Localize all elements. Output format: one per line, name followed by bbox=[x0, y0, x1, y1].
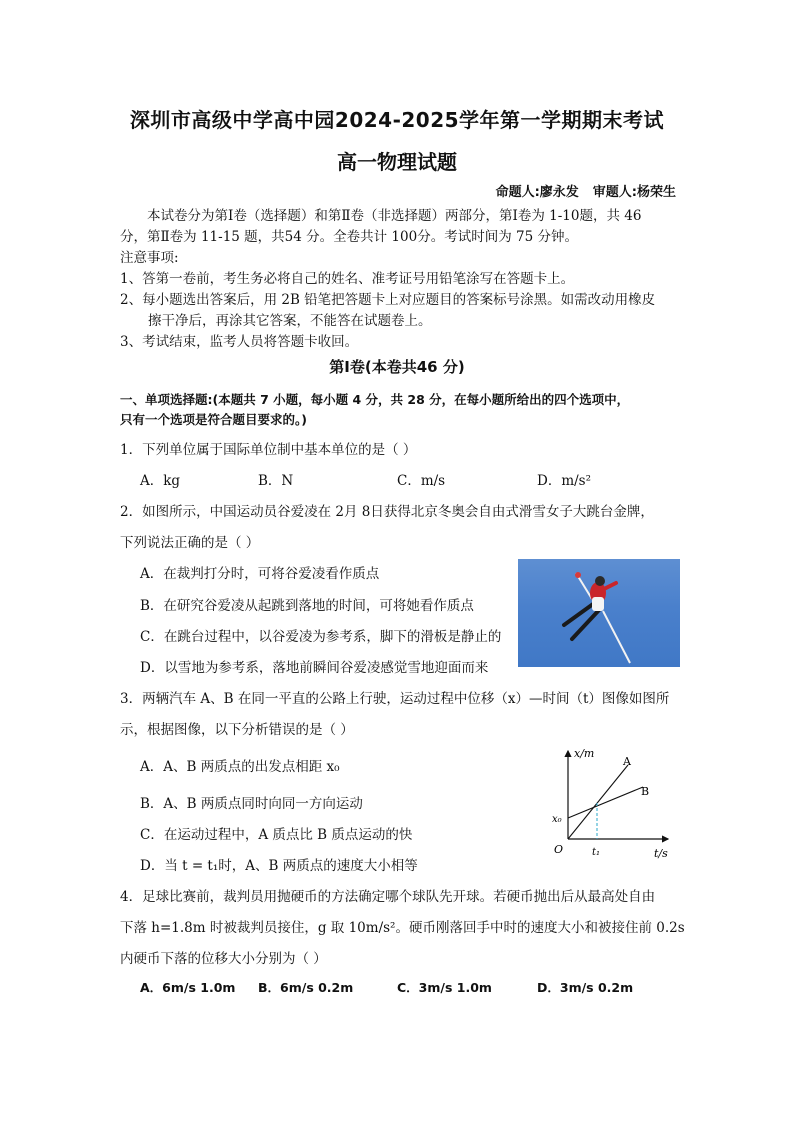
q2-option-d: D．以雪地为参考系，落地前瞬间谷爱凌感觉雪地迎面而来 bbox=[140, 660, 489, 676]
q2-stem-1: 2．如图所示，中国运动员谷爱凌在 2月 8日获得北京冬奥会自由式滑雪女子大跳台金牌， bbox=[120, 504, 654, 520]
intro-line-1: 本试卷分为第Ⅰ卷（选择题）和第Ⅱ卷（非选择题）两部分，第Ⅰ卷为 1-10题，共 46 bbox=[147, 208, 642, 224]
q3-stem-2: 示，根据图像，以下分析错误的是（ ） bbox=[120, 722, 354, 738]
q3-option-d: D．当 t = t₁时，A、B 两质点的速度大小相等 bbox=[140, 858, 418, 874]
q4-option-b: B．6m/s 0.2m bbox=[258, 980, 354, 995]
setter: 命题人:廖永发 bbox=[495, 185, 579, 200]
section-instruction-2: 只有一个选项是符合题目要求的。) bbox=[120, 412, 307, 427]
skier-illustration bbox=[518, 559, 680, 667]
author-line bbox=[496, 181, 676, 200]
notes-heading: 注意事项: bbox=[120, 250, 179, 266]
reviewer: 审题人:杨荣生 bbox=[592, 185, 676, 200]
q1-option-b: B．N bbox=[258, 473, 294, 489]
q4-stem-1: 4．足球比赛前，裁判员用抛硬币的方法确定哪个球队先开球。若硬币抛出后从最高处自由 bbox=[120, 889, 656, 905]
y-axis-label: x/m bbox=[574, 747, 595, 760]
q1-stem: 1．下列单位属于国际单位制中基本单位的是（ ） bbox=[120, 442, 417, 458]
x0-label: x₀ bbox=[552, 814, 562, 825]
q1-option-d: D．m/s² bbox=[537, 473, 592, 489]
q2-option-a: A．在裁判打分时，可将谷爱凌看作质点 bbox=[140, 566, 380, 582]
q2-option-c: C．在跳台过程中，以谷爱凌为参考系，脚下的滑板是静止的 bbox=[140, 629, 502, 645]
line-b bbox=[568, 787, 643, 818]
section-title: 第Ⅰ卷(本卷共46 分) bbox=[329, 358, 465, 376]
line-b-label: B bbox=[641, 785, 650, 798]
q4-option-c: C．3m/s 1.0m bbox=[397, 980, 492, 995]
q3-stem-1: 3．两辆汽车 A、B 在同一平直的公路上行驶，运动过程中位移（x）—时间（t）图像如图所 bbox=[120, 691, 670, 707]
note-2a: 2、每小题选出答案后，用 2B 铅笔把答题卡上对应题目的答案标号涂黑。如需改动用橡皮 bbox=[120, 292, 656, 308]
section-instruction-1: 一、单项选择题:(本题共 7 小题，每小题 4 分，共 28 分，在每小题所给出的四个选项中， bbox=[120, 392, 630, 407]
note-1: 1、答第一卷前，考生务必将自己的姓名、准考证号用铅笔涂写在答题卡上。 bbox=[120, 271, 575, 287]
line-a bbox=[568, 765, 628, 839]
q1-option-a: A．kg bbox=[140, 473, 181, 489]
q4-option-a: A．6m/s 1.0m bbox=[140, 980, 236, 995]
q3-option-b: B．A、B 两质点同时向同一方向运动 bbox=[140, 796, 363, 812]
x-axis-label: t/s bbox=[654, 847, 668, 860]
q3-option-a: A．A、B 两质点的出发点相距 x₀ bbox=[140, 759, 340, 775]
q2-stem-2: 下列说法正确的是（ ） bbox=[120, 535, 260, 551]
q4-stem-3: 内硬币下落的位移大小分别为（ ） bbox=[120, 951, 327, 967]
skier-photo bbox=[518, 559, 680, 667]
xt-graph bbox=[548, 745, 678, 865]
q2-option-b: B．在研究谷爱凌从起跳到落地的时间，可将她看作质点 bbox=[140, 598, 474, 614]
q1-option-c: C．m/s bbox=[397, 473, 446, 489]
q3-option-c: C．在运动过程中，A 质点比 B 质点运动的快 bbox=[140, 827, 413, 843]
q4-option-d: D．3m/s 0.2m bbox=[537, 980, 634, 995]
exam-title: 深圳市高级中学高中园2024-2025学年第一学期期末考试 bbox=[129, 108, 665, 132]
q4-stem-2: 下落 h=1.8m 时被裁判员接住，g 取 10m/s²。硬币刚落回手中时的速度大小和被接住前 0.2s bbox=[120, 920, 685, 936]
line-a-label: A bbox=[623, 755, 631, 768]
intro-line-2: 分，第Ⅱ卷为 11-15 题，共54 分。全卷共计 100分。考试时间为 75 分钟。 bbox=[120, 229, 578, 245]
note-2b: 擦干净后，再涂其它答案，不能答在试题卷上。 bbox=[148, 313, 432, 329]
note-3: 3、考试结束，监考人员将答题卡收回。 bbox=[120, 334, 359, 350]
t1-label: t₁ bbox=[592, 847, 601, 858]
exam-subtitle: 高一物理试题 bbox=[337, 150, 457, 174]
origin-label: O bbox=[554, 843, 564, 856]
